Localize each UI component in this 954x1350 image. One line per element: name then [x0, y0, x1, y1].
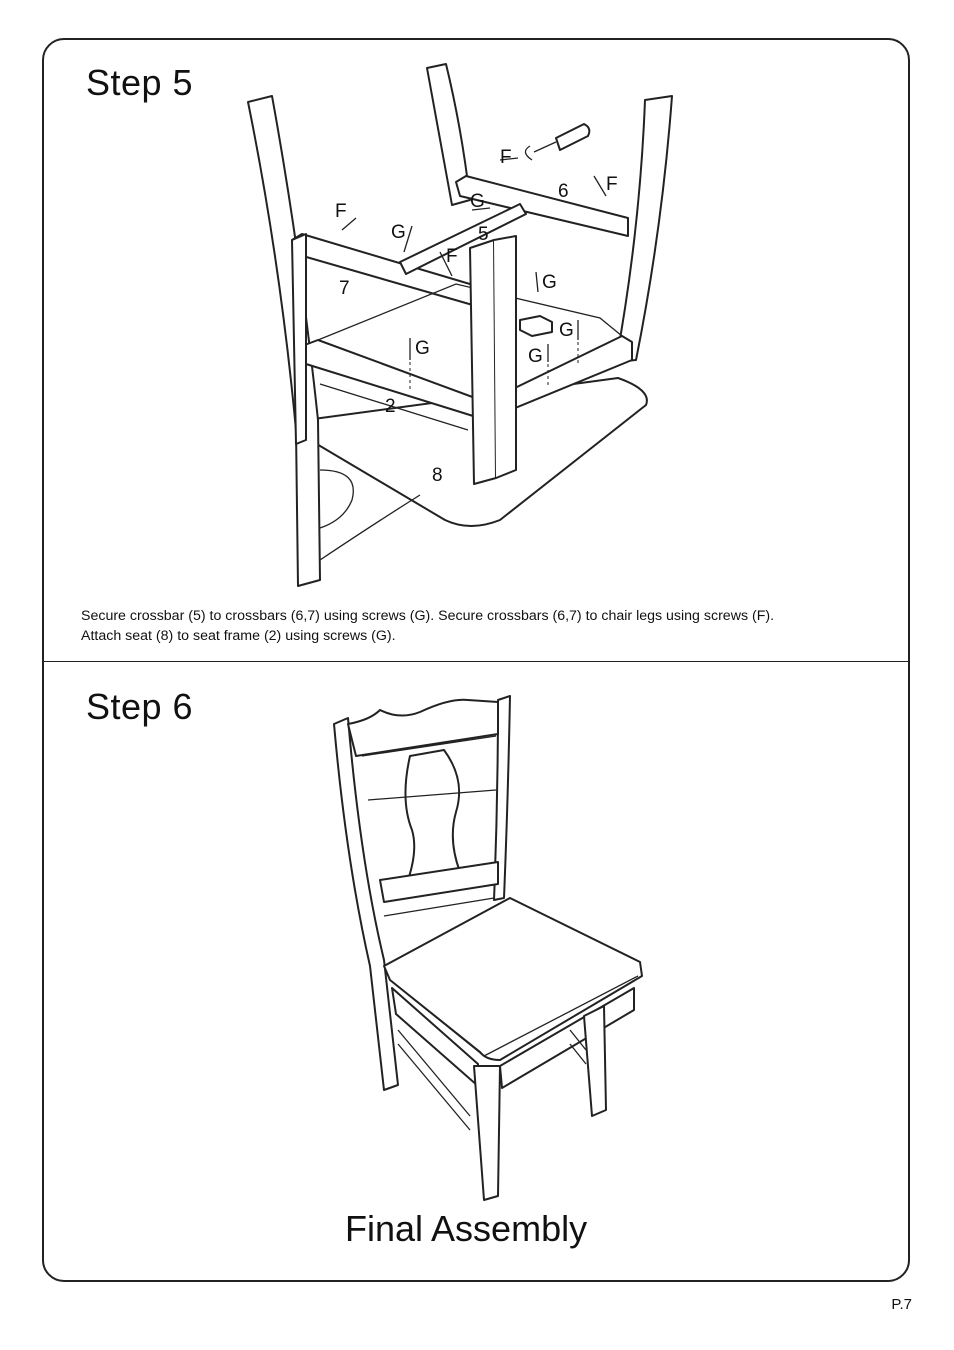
chair-top-rail: [348, 700, 498, 756]
label-f2: F: [500, 147, 512, 168]
label-g1: G: [391, 222, 406, 243]
label-f3: F: [606, 174, 618, 195]
chair-front-leg-right: [584, 1006, 606, 1116]
label-part8: 8: [432, 465, 443, 486]
chair-front-leg-left: [474, 1066, 500, 1200]
label-g5: G: [415, 338, 430, 359]
step6-title: Step 6: [86, 686, 194, 727]
label-g2: G: [470, 191, 485, 212]
chair-splat: [405, 750, 460, 880]
label-part2: 2: [385, 396, 396, 417]
instructions-line-1: Secure crossbar (5) to crossbars (6,7) using screws (G). Secure crossbars (6,7) to chair legs using screws (F).: [81, 608, 775, 624]
final-assembly-caption: Final Assembly: [345, 1208, 588, 1249]
chair-back-post-left: [334, 718, 398, 1090]
page-number: P.7: [891, 1296, 912, 1313]
step5-title: Step 5: [86, 62, 194, 103]
label-f4: F: [446, 246, 458, 267]
label-part7: 7: [339, 278, 350, 299]
instructions-line-2: Attach seat (8) to seat frame (2) using screws (G).: [81, 628, 396, 644]
label-g6: G: [528, 346, 543, 367]
label-part5: 5: [478, 224, 489, 245]
label-part6: 6: [558, 181, 569, 202]
label-g3: G: [542, 272, 557, 293]
label-g4: G: [559, 320, 574, 341]
label-f1: F: [335, 201, 347, 222]
